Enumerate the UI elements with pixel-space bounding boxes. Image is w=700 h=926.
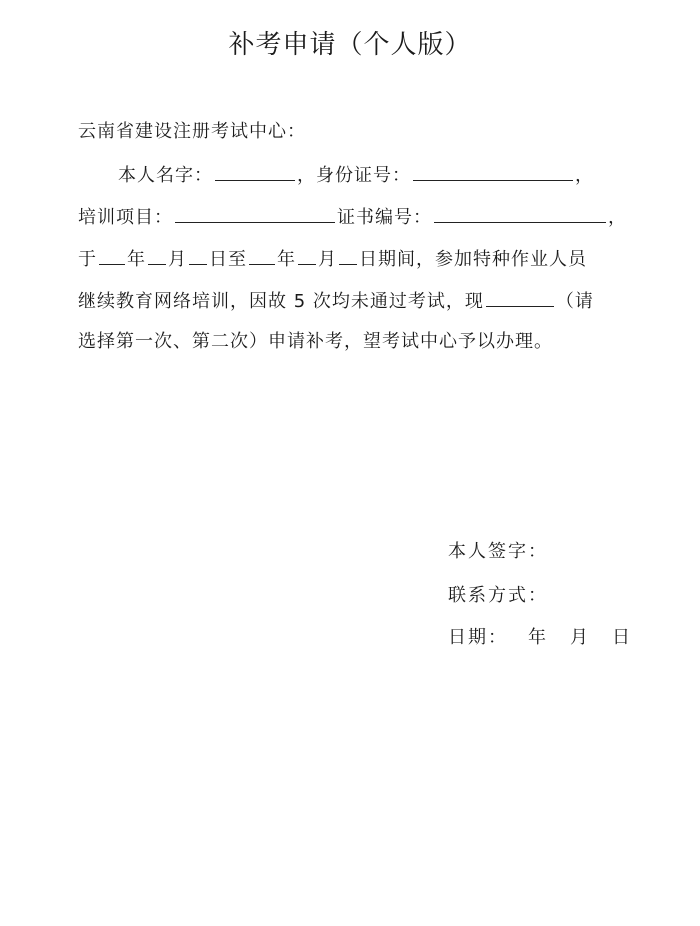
comma: ， [575, 165, 594, 186]
name-id-line [78, 162, 680, 188]
name-label: 本人名字： [118, 165, 213, 186]
signer-line [448, 540, 548, 564]
id-number-blank[interactable] [413, 162, 573, 181]
start-year-blank[interactable] [99, 246, 125, 265]
start-day-blank[interactable] [189, 246, 207, 265]
cert-number-blank[interactable] [434, 204, 606, 223]
year-text: 年 [528, 627, 548, 648]
date-label: 日期： [448, 627, 508, 648]
end-year-blank[interactable] [249, 246, 275, 265]
month-text: 月 [168, 249, 187, 270]
cert-label: 证书编号： [337, 207, 432, 228]
signer-label: 本人签字： [448, 541, 548, 562]
end-month-blank[interactable] [298, 246, 316, 265]
contact-line [448, 584, 548, 608]
prefix-text: 于 [78, 249, 97, 270]
project-blank[interactable] [175, 204, 335, 223]
year-text: 年 [127, 249, 146, 270]
comma: ， [297, 165, 316, 186]
request-line [78, 330, 640, 354]
reason-text: 继续教育网络培训，因故 5 次均未通过考试，现 [78, 291, 484, 312]
month-text: 月 [570, 627, 590, 648]
date-line [448, 626, 632, 650]
addressee: 云南省建设注册考试中心： [78, 121, 306, 142]
addressee-line [78, 120, 640, 144]
period-text: 日期间，参加特种作业人员 [359, 249, 587, 270]
day-text: 日 [612, 627, 632, 648]
note-open: （请 [555, 291, 594, 312]
comma: ， [608, 207, 627, 228]
date-range-line [78, 246, 640, 272]
day-to-text: 日至 [209, 249, 247, 270]
attempt-blank[interactable] [486, 288, 554, 307]
month-text: 月 [318, 249, 337, 270]
project-cert-line [78, 204, 640, 230]
start-month-blank[interactable] [148, 246, 166, 265]
end-day-blank[interactable] [339, 246, 357, 265]
name-blank[interactable] [215, 162, 295, 181]
request-text: 选择第一次、第二次）申请补考，望考试中心予以办理。 [78, 331, 553, 352]
year-text: 年 [277, 249, 296, 270]
project-label: 培训项目： [78, 207, 173, 228]
reason-line [78, 288, 640, 314]
id-label: 身份证号： [316, 165, 411, 186]
document-title: 补考申请（个人版） [228, 30, 472, 60]
contact-label: 联系方式： [448, 585, 548, 606]
